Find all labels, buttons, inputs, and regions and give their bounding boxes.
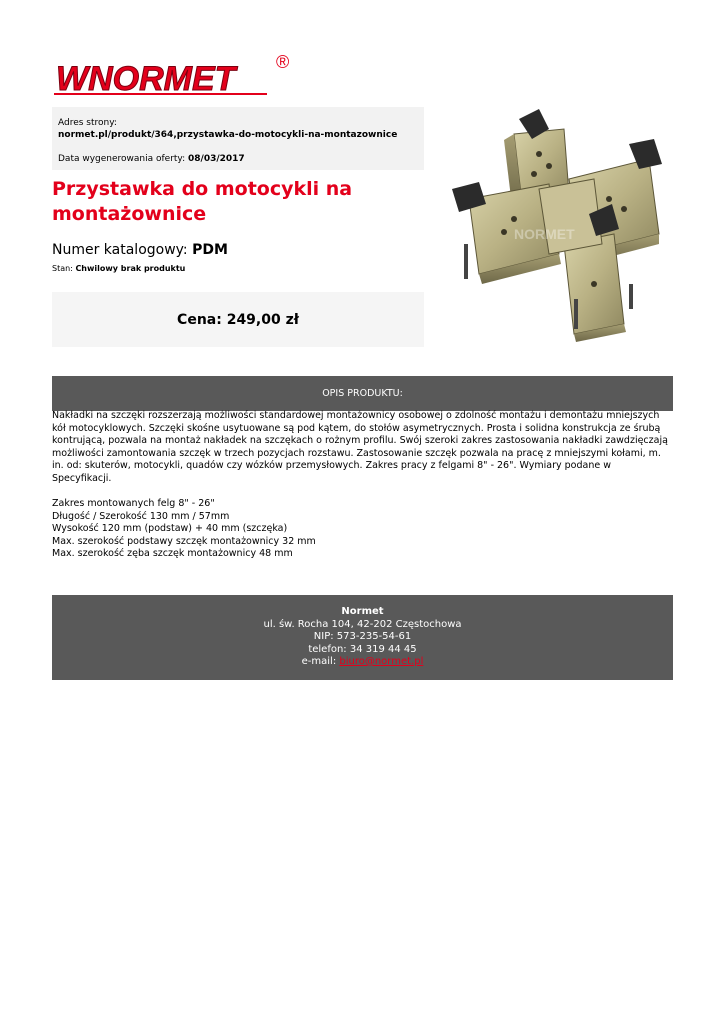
- product-title: Przystawka do motocykli na montażownice: [52, 178, 353, 225]
- company-phone: telefon: 34 319 44 45: [308, 643, 417, 655]
- spec-item: Długość / Szerokość 130 mm / 57mm: [52, 510, 230, 522]
- spec-item: Zakres montowanych felg 8" - 26": [52, 498, 215, 509]
- company-address: ul. św. Rocha 104, 42-202 Częstochowa: [263, 618, 462, 630]
- company-nip: NIP: 573-235-54-61: [313, 631, 412, 642]
- specs-list: [52, 498, 673, 561]
- description-text: Nakładki na szczęki rozszerzają możliwości standardowej montażownicy osobowej o zdolność montażu i demontażu mniejszych kół motocyklowych. Szczęki skośne usytuowane są pod kątem, do stołów asymetrycznych. Prosta i solidna konstrukcja ze śrubą kontrującą, pozwala na montaż nakładek na szczękach o rożnym profilu. Swój szeroki zakres zastosowania nakładki zawdzięczają możliwości zamontowania szczęk w trzech pozycjach rozstawu. Zastosowanie szczęk pozwala na pracę z mniejszymi kołami, m. in. od: skuterów, motocykli, quadów czy wózków przemysłowych. Zakres pracy z felgami 8" - 26". Wymiary podane w Specyfikacji.: [52, 410, 668, 484]
- stock-status-line: [52, 263, 185, 275]
- logo-text: WNORMET: [56, 60, 236, 98]
- price: Cena: 249,00 zł: [177, 311, 299, 328]
- catalog-label: Numer katalogowy:: [52, 242, 188, 258]
- company-footer: [52, 595, 673, 680]
- price-box: [52, 292, 424, 347]
- generation-date-line: [58, 153, 424, 165]
- product-url[interactable]: normet.pl/produkt/364,przystawka-do-motocykli-na-montazownice: [58, 130, 398, 140]
- stock-label: Stan:: [52, 264, 73, 273]
- address-label: Adres strony:: [58, 118, 117, 128]
- date-label: Data wygenerowania oferty:: [58, 154, 186, 164]
- catalog-number-line: [52, 241, 228, 259]
- company-email-line: [52, 656, 673, 669]
- registered-mark: ®: [276, 52, 290, 72]
- spec-item: Wysokość 120 mm (podstaw) + 40 mm (szczęka): [52, 523, 288, 535]
- company-name: Normet: [341, 606, 384, 617]
- generation-date: 08/03/2017: [188, 154, 245, 164]
- product-image: [444, 104, 674, 344]
- image-watermark: NORMET: [514, 226, 575, 242]
- spec-item: Max. szerokość zęba szczęk montażownicy 48 mm: [52, 548, 293, 560]
- normet-logo: [52, 50, 302, 100]
- email-label: e-mail:: [301, 656, 340, 667]
- description-header: OPIS PRODUKTU:: [52, 376, 673, 411]
- offer-info-box: [52, 107, 424, 170]
- spec-item: Max. szerokość podstawy szczęk montażownicy 32 mm: [52, 535, 316, 547]
- catalog-number: PDM: [192, 242, 228, 258]
- email-link[interactable]: biuro@normet.pl: [339, 656, 424, 667]
- stock-value: Chwilowy brak produktu: [75, 264, 186, 273]
